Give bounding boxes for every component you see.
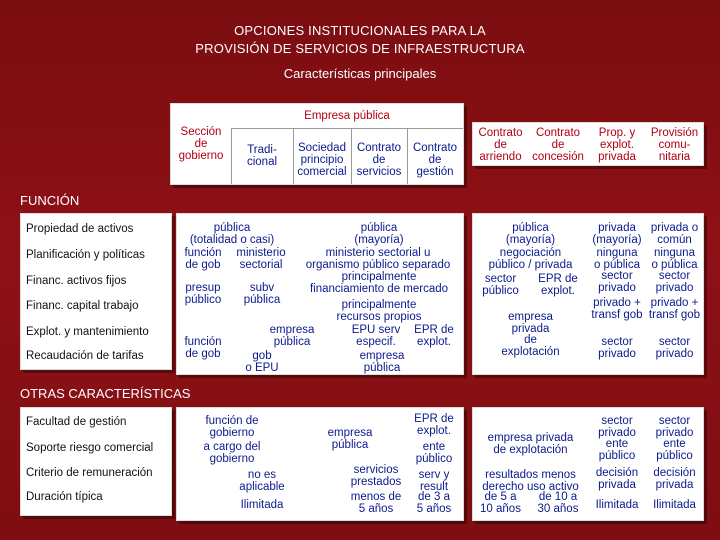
- cell-negociacion: negociación público / privada: [488, 247, 573, 271]
- cell-de-5a10: de 5 a 10 años: [480, 491, 521, 515]
- cell-de-10a30: de 10 a 30 años: [537, 491, 579, 515]
- cell-sector-privado-4: sector privado: [655, 336, 694, 360]
- cell-principalmente-rp: principalmente recursos propios: [336, 299, 422, 323]
- cell-privado-plus-2: privado + transf gob: [648, 297, 701, 321]
- cell-ente-publico-2: ente público: [598, 438, 636, 462]
- cell-empresa-publica-d: empresa pública: [359, 350, 405, 374]
- funcion-data-public: [176, 213, 464, 375]
- header-tradicional: Tradi- cional: [246, 144, 278, 168]
- otras-data-private: [472, 407, 704, 521]
- cell-funcion-gob-2: función de gob: [184, 336, 222, 360]
- cell-funcion-gob: función de gob: [184, 247, 222, 271]
- row-propiedad: Propiedad de activos: [26, 223, 134, 235]
- cell-empresa-publica-e: empresa pública: [327, 427, 373, 451]
- subtitle: Características principales: [283, 66, 437, 81]
- cell-privada-comun: privada o común: [650, 222, 699, 246]
- cell-sector-privado-2: sector privado: [655, 270, 694, 294]
- cell-ente-publico: ente público: [415, 441, 453, 465]
- row-recaudacion: Recaudación de tarifas: [26, 350, 144, 362]
- cell-ilimitada-2: Ilimitada: [595, 499, 639, 511]
- cell-ministerio-sectorial: ministerio sectorial: [236, 247, 286, 271]
- row-facultad: Facultad de gestión: [26, 416, 127, 428]
- header-prop-privada: Prop. y explot. privada: [598, 127, 636, 163]
- cell-privada-mayoria: privada (mayoría): [592, 222, 642, 246]
- funcion-labels: [20, 213, 172, 370]
- header-empresa-publica: Empresa pública: [304, 110, 390, 122]
- cell-resultados-menos: resultados menos derecho uso activo: [482, 469, 579, 493]
- cell-no-es-aplicable: no es aplicable: [239, 469, 285, 493]
- title-line-1: OPCIONES INSTITUCIONALES PARA LA: [234, 23, 486, 38]
- header-contrato-gestion: Contrato de gestión: [412, 142, 458, 178]
- cell-ente-publico-3: ente público: [656, 438, 693, 462]
- cell-funcion-gobierno: función de gobierno: [205, 415, 259, 439]
- cell-publica-mayoria-r: pública (mayoría): [505, 222, 556, 246]
- header-panel-public: [170, 103, 464, 185]
- cell-serv-result: serv y result: [418, 469, 450, 493]
- cell-sector-privado-5: sector privado: [598, 415, 636, 439]
- header-seccion-gobierno: Sección de gobierno: [178, 126, 224, 162]
- row-financ-activos: Financ. activos fijos: [26, 275, 127, 287]
- row-planificacion: Planificación y políticas: [26, 249, 145, 261]
- cell-ilimitada-3: Ilimitada: [653, 499, 696, 511]
- header-contrato-servicios: Contrato de servicios: [356, 142, 402, 178]
- cell-servicios-prestados: servicios prestados: [350, 464, 402, 488]
- section-otras: OTRAS CARACTERÍSTICAS: [20, 386, 191, 401]
- cell-sector-privado-6: sector privado: [655, 415, 694, 439]
- cell-sector-privado-1: sector privado: [598, 270, 636, 294]
- header-provision: Provisión comu- nitaria: [650, 127, 699, 163]
- cell-principalmente-fm: principalmente financiamiento de mercado: [309, 271, 449, 295]
- row-criterio: Criterio de remuneración: [26, 467, 153, 479]
- cell-ministerio-u: ministerio sectorial u organismo público separado: [305, 247, 451, 271]
- header-panel-private: [472, 122, 704, 166]
- row-financ-capital: Financ. capital trabajo: [26, 300, 139, 312]
- header-sociedad: Sociedad principio comercial: [297, 142, 347, 178]
- row-explot: Explot. y mantenimiento: [26, 326, 149, 338]
- cell-presup-publico: presup público: [184, 282, 222, 306]
- cell-privado-plus-1: privado + transf gob: [591, 297, 643, 321]
- cell-decision-privada-1: decisión privada: [595, 467, 639, 491]
- cell-empresa-privada-expl: empresa privada de explotación: [501, 311, 560, 358]
- cell-decision-privada-2: decisión privada: [653, 467, 696, 491]
- cell-publica-mayoria: pública (mayoría): [354, 222, 404, 246]
- funcion-data-private: [472, 213, 704, 375]
- cell-epu-serv: EPU serv especif.: [351, 324, 401, 348]
- header-contrato-arriendo: Contrato de arriendo: [478, 127, 523, 163]
- header-contrato-concesion: Contrato de concesión: [532, 127, 584, 163]
- otras-labels: [20, 407, 172, 516]
- cell-empresa-privada-de-expl: empresa privada de explotación: [487, 432, 574, 456]
- cell-ninguna-1: ninguna o pública: [593, 247, 641, 271]
- otras-data-public: [176, 407, 464, 521]
- cell-epr-explot-2: EPR de explot.: [414, 324, 454, 348]
- cell-ninguna-2: ninguna o pública: [651, 247, 698, 271]
- cell-empresa-publica-c: empresa pública: [269, 324, 315, 348]
- cell-sector-privado-3: sector privado: [598, 336, 636, 360]
- cell-publica-total: pública (totalidad o casi): [189, 222, 275, 246]
- cell-a-cargo: a cargo del gobierno: [203, 441, 261, 465]
- cell-ilimitada-1: Ilimitada: [240, 499, 284, 511]
- cell-epr-explot: EPR de explot.: [538, 273, 578, 297]
- cell-sector-publico: sector público: [482, 273, 519, 297]
- cell-de-3a5: de 3 a 5 años: [416, 491, 452, 515]
- title-line-2: PROVISIÓN DE SERVICIOS DE INFRAESTRUCTURA: [195, 41, 525, 56]
- section-funcion: FUNCIÓN: [20, 193, 80, 208]
- row-soporte: Soporte riesgo comercial: [26, 442, 154, 454]
- cell-gob-epu: gob o EPU: [245, 350, 279, 374]
- cell-epr-de-explot: EPR de explot.: [414, 413, 454, 437]
- cell-menos-de-5: menos de 5 años: [350, 491, 402, 515]
- row-duracion: Duración típica: [26, 491, 103, 503]
- cell-subv-publica: subv pública: [243, 282, 281, 306]
